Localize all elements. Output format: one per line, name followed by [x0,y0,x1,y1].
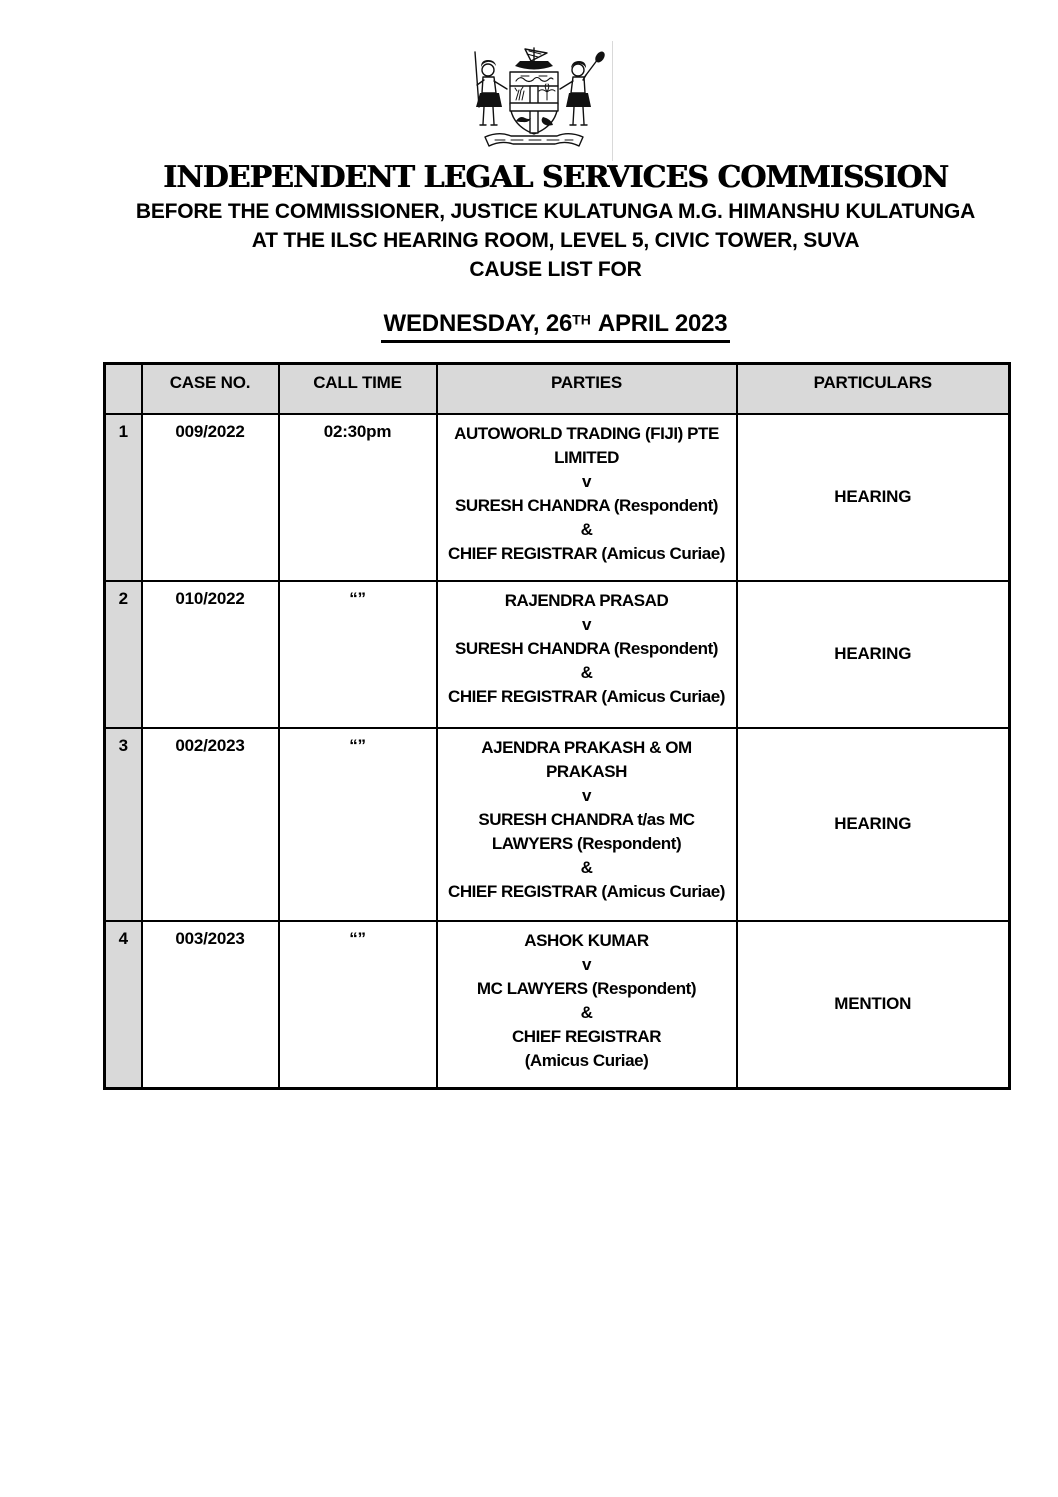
call-time-cell: “” [279,728,437,921]
case-no-cell: 003/2023 [142,921,279,1089]
document-header [103,45,1008,343]
date-ordinal: TH [572,311,591,328]
case-row-2 [105,581,1010,728]
table-header [105,364,1010,414]
party-line: v [581,954,591,974]
particulars-cell: HEARING [737,581,1010,728]
row-number-cell: 1 [105,414,142,581]
cause-list-for-line: CAUSE LIST FOR [469,258,642,281]
case-no-cell: 002/2023 [142,728,279,921]
column-header-particulars: PARTICULARS [737,364,1010,414]
party-line: CHIEF REGISTRAR (Amicus Curiae) [448,686,725,706]
party-line: v [581,471,591,491]
party-line: & [580,662,593,682]
party-line: CHIEF REGISTRAR (Amicus Curiae) [448,543,725,563]
party-line: CHIEF REGISTRAR [511,1026,662,1046]
fiji-coat-of-arms-icon [455,45,613,155]
party-line: CHIEF REGISTRAR (Amicus Curiae) [448,881,725,901]
table-header-row [105,364,1010,414]
party-line: LIMITED [554,447,619,467]
call-time-cell: 02:30pm [279,414,437,581]
column-header-blank [105,364,142,414]
party-line: SURESH CHANDRA (Respondent) [455,638,718,658]
party-line: ASHOK KUMAR [524,930,649,950]
particulars-cell: HEARING [737,414,1010,581]
date-prefix: WEDNESDAY, 26 [383,310,573,337]
row-number-cell: 4 [105,921,142,1089]
party-line: v [581,614,591,634]
case-no-cell: 010/2022 [142,581,279,728]
row-number-cell: 2 [105,581,142,728]
party-line: & [580,857,593,877]
parties-cell [437,728,737,921]
party-line: RAJENDRA PRASAD [504,590,669,610]
case-no-cell: 009/2022 [142,414,279,581]
party-line: PRAKASH [546,761,627,781]
before-commissioner-line: BEFORE THE COMMISSIONER, JUSTICE KULATUNGA M.G. HIMANSHU KULATUNGA [135,200,976,223]
call-time-cell: “” [279,921,437,1089]
party-line: v [581,785,591,805]
party-line: AJENDRA PRAKASH & OM [481,737,692,757]
parties-cell [437,921,737,1089]
row-number-cell: 3 [105,728,142,921]
party-line: MC LAWYERS (Respondent) [476,978,697,998]
commission-title: INDEPENDENT LEGAL SERVICES COMMISSION [163,160,948,195]
column-header-case-no: CASE NO. [142,364,279,414]
party-line: (Amicus Curiae) [524,1050,649,1070]
date-suffix: APRIL 2023 [597,310,728,337]
parties-cell [437,581,737,728]
hearing-date [381,310,731,343]
party-line: LAWYERS (Respondent) [491,833,682,853]
case-row-4 [105,921,1010,1089]
party-line: AUTOWORLD TRADING (FIJI) PTE [454,423,719,443]
party-line: SURESH CHANDRA t/as MC [478,809,695,829]
party-line: SURESH CHANDRA (Respondent) [455,495,718,515]
party-line: & [580,519,593,539]
hearing-date-line [103,310,1008,343]
coat-of-arms-area [103,45,1008,158]
column-header-parties: PARTIES [437,364,737,414]
case-row-3 [105,728,1010,921]
particulars-cell: HEARING [737,728,1010,921]
particulars-cell: MENTION [737,921,1010,1089]
cause-list-table [103,362,1011,1090]
party-line: & [580,1002,593,1022]
venue-line: AT THE ILSC HEARING ROOM, LEVEL 5, CIVIC TOWER, SUVA [251,229,860,252]
call-time-cell: “” [279,581,437,728]
parties-cell [437,414,737,581]
column-header-call-time: CALL TIME [279,364,437,414]
case-row-1 [105,414,1010,581]
